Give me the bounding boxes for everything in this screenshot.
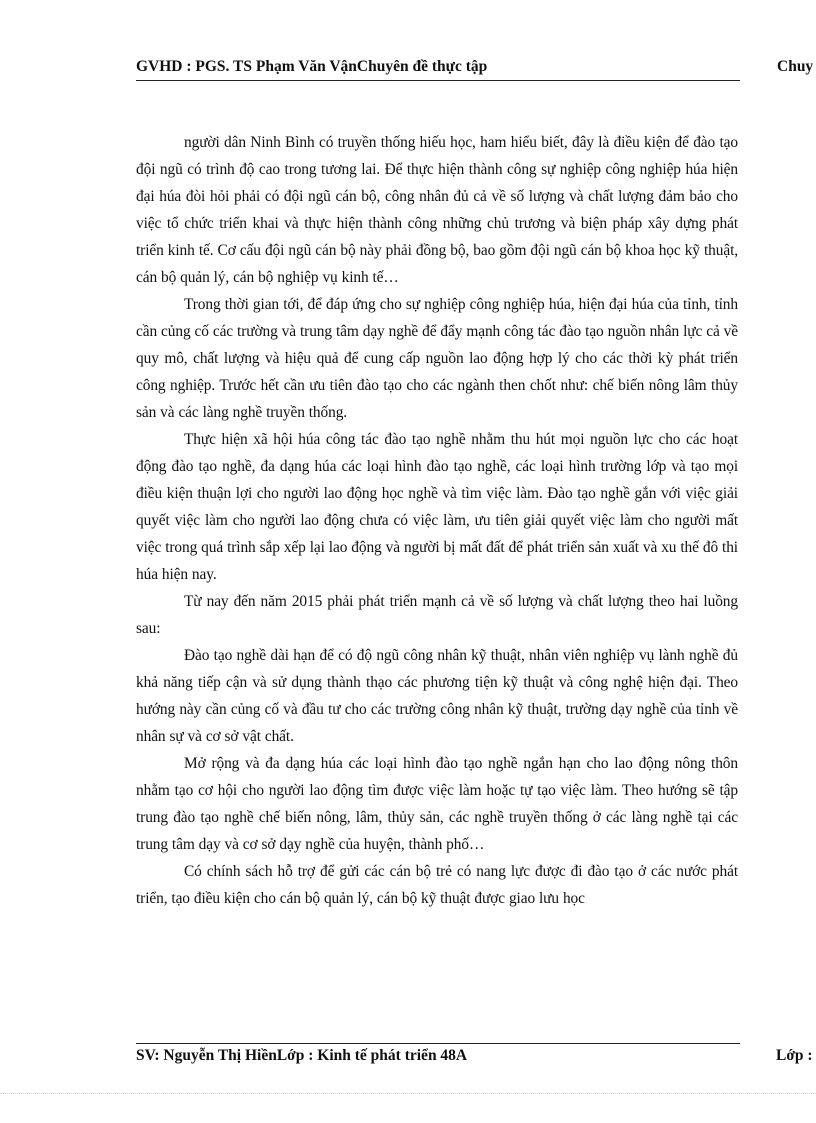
footer-rule bbox=[136, 1043, 740, 1044]
paragraph-5: Đào tạo nghề dài hạn để có độ ngũ công nhân kỹ thuật, nhân viên nghiệp vụ lành nghề đủ khả năng tiếp cận và sử dụng thành thạo các phương tiện kỹ thuật và công nghệ hiện đại. Theo hướng này cần củng cố và đầu tư cho các trường công nhân kỹ thuật, trường dạy nghề của tỉnh về nhân sự và cơ sở vật chất. bbox=[136, 647, 738, 745]
header-rule bbox=[136, 80, 740, 81]
header-left-text: GVHD : PGS. TS Phạm Văn VậnChuyên đề thực tập bbox=[136, 58, 488, 75]
paragraph-3: Thực hiện xã hội húa công tác đào tạo nghề nhằm thu hút mọi nguồn lực cho các hoạt động đào tạo nghề, đa dạng húa các loại hình đào tạo nghề, các loại hình trường lớp và tạo mọi điều kiện thuận lợi cho người lao động học nghề và tìm việc làm. Đào tạo nghề gắn với việc giải quyết việc làm cho người lao động chưa có việc làm, ưu tiên giải quyết việc làm cho người mất việc trong quá trình sắp xếp lại lao động và người bị mất đất để phát triển sản xuất và xu thế đô thi húa hiện nay. bbox=[136, 431, 738, 583]
paragraph-4: Từ nay đến năm 2015 phải phát triển mạnh cả về số lượng và chất lượng theo hai luồng sau: bbox=[136, 593, 738, 637]
paragraph-6: Mở rộng và đa dạng húa các loại hình đào tạo nghề ngắn hạn cho lao động nông thôn nhằm tạo cơ hội cho người lao động tìm được việc làm hoặc tự tạo việc làm. Theo hướng sẽ tập trung đào tạo nghề chế biến nông, lâm, thủy sản, các nghề truyền thống ở các làng nghề tại các trung tâm dạy và cơ sở dạy nghề của huyện, thành phố… bbox=[136, 755, 738, 853]
footer-left-text: SV: Nguyễn Thị HiềnLớp : Kinh tế phát triển 48A bbox=[136, 1047, 468, 1064]
paragraph-7: Có chính sách hỗ trợ để gửi các cán bộ trẻ có nang lực được đi đào tạo ở các nước phát triển, tạo điều kiện cho cán bộ quản lý, cán bộ kỹ thuật được giao lưu học bbox=[136, 863, 738, 907]
paragraph-2: Trong thời gian tới, để đáp ứng cho sự nghiệp công nghiệp húa, hiện đại húa của tỉnh, tỉnh cần củng cố các trường và trung tâm dạy nghề để đẩy mạnh công tác đào tạo nguồn nhân lực cả về quy mô, chất lượng và hiệu quả để cung cấp nguồn lao động hợp lý cho các thời kỳ phát triển công nghiệp. Trước hết cần ưu tiên đào tạo cho các ngành then chốt như: chế biến nông lâm thủy sản và các làng nghề truyền thống. bbox=[136, 296, 738, 421]
page-header bbox=[136, 58, 816, 80]
page-footer bbox=[136, 1047, 816, 1069]
footer-right-text: Lớp : bbox=[776, 1047, 813, 1064]
page-bottom-divider bbox=[0, 1093, 816, 1094]
header-right-text: Chuy bbox=[777, 58, 814, 75]
paragraph-1: người dân Ninh Bình có truyền thống hiếu học, ham hiểu biết, đây là điều kiện để đào tạo đội ngũ có trình độ cao trong tương lai. Để thực hiện thành công sự nghiệp công nghiệp húa hiện đại húa đòi hỏi phải có đội ngũ cán bộ, công nhân đủ cả về số lượng và chất lượng đảm bảo cho việc tổ chức triển khai và thực hiện thành công những chủ trương và biện pháp xây dựng phát triển kinh tế. Cơ cấu đội ngũ cán bộ này phải đồng bộ, bao gồm đội ngũ cán bộ khoa học kỹ thuật, cán bộ quản lý, cán bộ nghiệp vụ kinh tế… bbox=[136, 134, 738, 286]
body-text bbox=[136, 129, 738, 912]
